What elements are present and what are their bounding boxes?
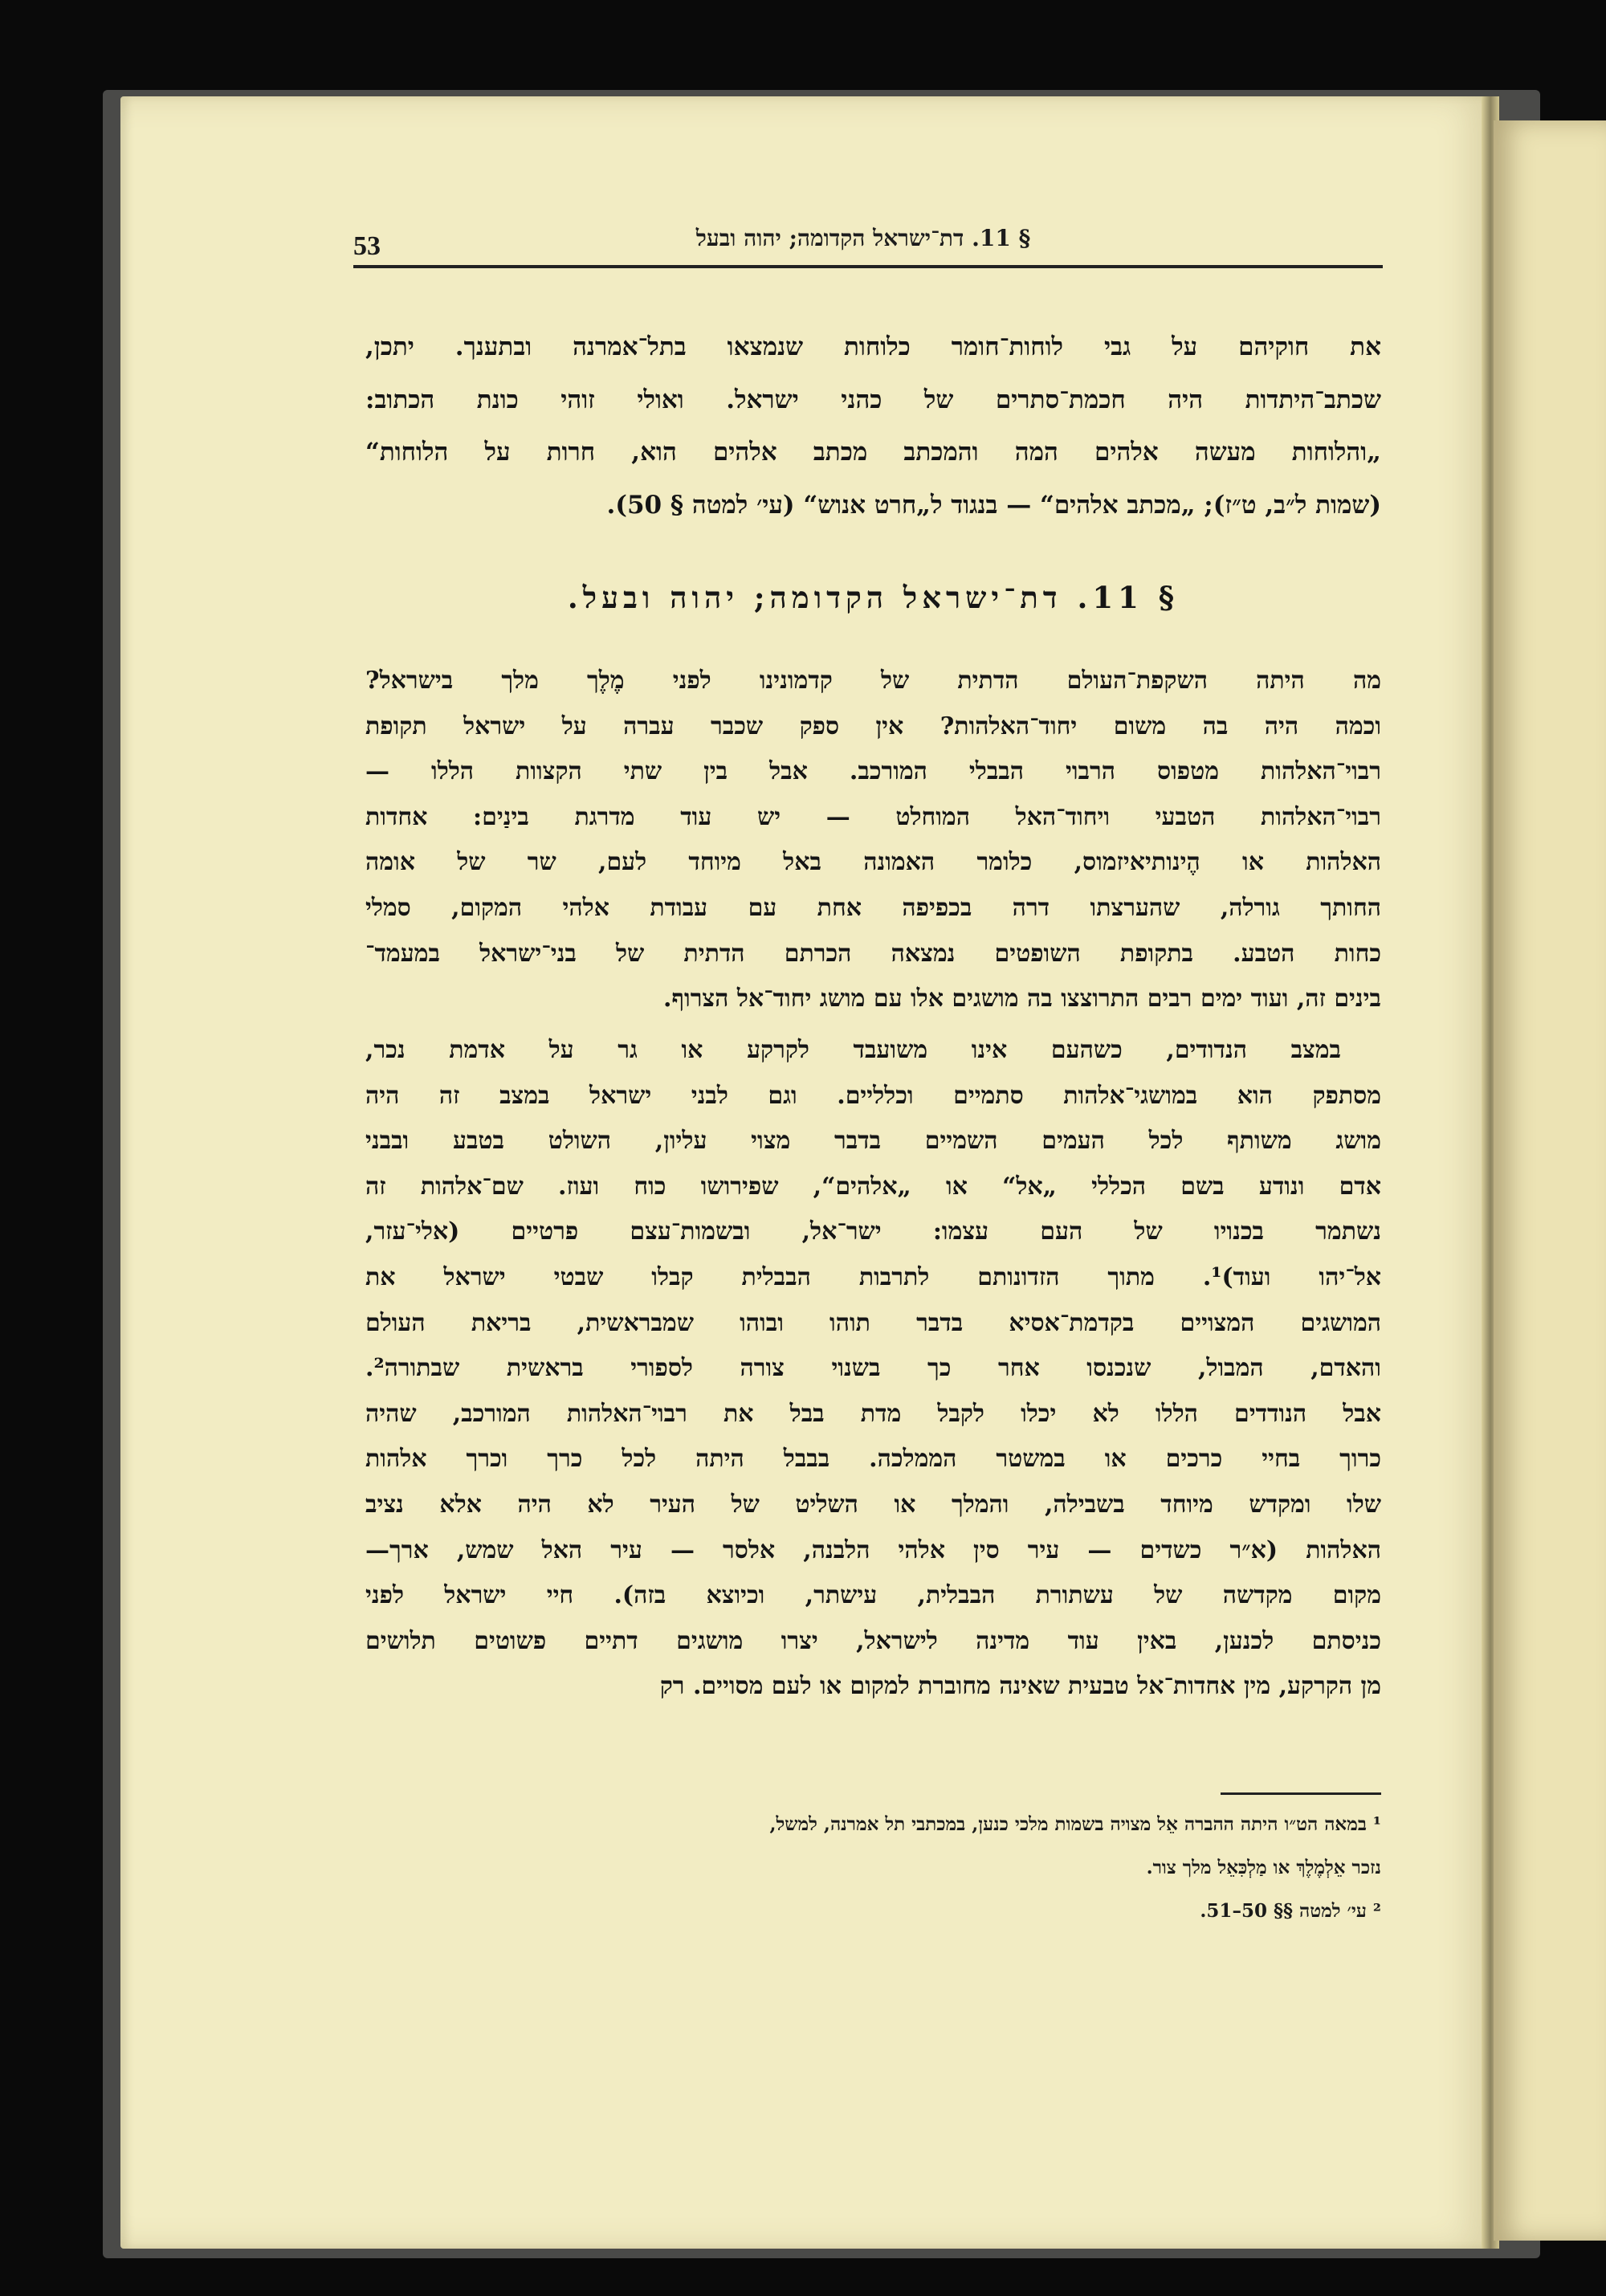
footnote: נזכר אֵלְמֶלֶךְ או מַלְכִּאֵל מלך צור.: [1146, 1857, 1381, 1878]
text-line: כחות הטבע. בתקופת השופטים נמצאה הכרתם הדתית של בני־ישראל במעמד־: [365, 939, 1381, 968]
text-line: מה היתה השקפת־העולם הדתית של קדמונינו לפני מֶלֶך מלך בישראל?: [365, 667, 1381, 695]
text-line: האלהות או הֶינותיאיזמוס, כלומר האמונה באל מיוחד לעם, שר של אומה: [365, 848, 1381, 877]
footnote-rule: [1221, 1792, 1381, 1795]
page-number: 53: [353, 231, 381, 261]
main-paragraph: [365, 659, 1381, 1022]
facing-page-edge: [1494, 120, 1606, 2241]
footnote: ¹ במאה הט״ו היתה ההברה אֵל מצויה בשמות מלכי כנען, במכתבי תל אמרנה, למשל,: [769, 1813, 1381, 1835]
text-line: רבוי־האלהות מטפוס הרבוי הבבלי המורכב. אבל בין שתי הקצוות הללו —: [365, 757, 1381, 786]
text-line: האלהות (א״ר כשדים — עיר סין אלהי הלבנה, אלסר — עיר האל שמש, ארך—: [365, 1535, 1381, 1564]
text-line: את חוקיהם על גבי לוחות־חומר כלוחות שנמצאו בתל־אמרנה ובתענך. יתכן,: [365, 332, 1381, 361]
text-line: רבוי־האלהות הטבעי ויחוד־האל המוחלט — יש עוד מדרגת בינַים: אחדות: [365, 802, 1381, 831]
text-line: אדם ונודע בשם הכללי „אל“ או „אלהים“, שפירושו כוח ועוז. שם־אלהות זה: [365, 1172, 1381, 1201]
text-line: כרוך בחיי כרכים או במשטר הממלכה. בבבל היתה לכל כרך וכרך אלהות: [365, 1445, 1381, 1474]
text-line: (שמות ל״ב, ט״ז); „מכתב אלהים“ — בנגוד ל„חרט אנוש“ (עי׳ למטה § 50).: [606, 490, 1381, 520]
text-line: שלו ומקדש מיוחד בשבילה, והמלך או השליט של העיר לא היה אלא נציב: [365, 1490, 1381, 1519]
text-line: במצב הנדודים, כשהעם אינו משועבד לקרקע או גר על אדמת נכר,: [365, 1036, 1341, 1064]
text-line: אל־יהו ועוד)¹. מתוך הזדונותם לתרבות הבבלית קבלו שבטי ישראל את: [365, 1262, 1381, 1291]
text-line: וכמה היה בה משום יחוד־האלהות? אין ספק שכבר עברה על ישראל תקופת: [365, 712, 1381, 740]
footnote: ² עי׳ למטה §§ 50–51.: [1200, 1900, 1381, 1922]
text-line: והאדם, המבול, שנכנסו אחר כך בשנוי צורה לספורי בראשית שבתורה².: [365, 1354, 1381, 1383]
text-line: בינים זה, ועוד ימים רבים התרוצצו בה מושגים אלו עם מושג יחוד־אל הצרוף.: [663, 985, 1381, 1013]
text-line: אבל הנודדים הללו לא יכלו לקבל מדת בבל את רבוי־האלהות המורכב, שהיה: [365, 1399, 1381, 1428]
section-title: § 11. דת־ישראל הקדומה; יהוה ובעל.: [567, 580, 1180, 615]
footnotes: [365, 1803, 1381, 1933]
running-head: § 11. דת־ישראל הקדומה; יהוה ובעל: [695, 225, 1031, 251]
text-line: „והלוחות מעשה אלהים המה והמכתב מכתב אלהים הוא, חרות על הלוחות“: [365, 438, 1381, 467]
header-rule: [353, 265, 1383, 268]
text-line: מן הקרקע, מין אחדות־אל טבעית שאינה מחוברת למקום או לעם מסויים. רק: [659, 1672, 1381, 1701]
text-line: שכתב־היתדות היה חכמת־סתרים של כהני ישראל. ואולי זוהי כונת הכתוב:: [365, 385, 1381, 414]
text-line: כניסתם לכנען, באין עוד מדינה לישראל, יצרו מושגים דתיים פשוטים תלושים: [365, 1626, 1381, 1655]
text-line: מקום מקדשה של עשתורת הבבלית, עישתר, וכיוצא בזה). חיי ישראל לפני: [365, 1581, 1381, 1610]
intro-paragraph: [365, 321, 1381, 532]
text-line: המושגים המצויים בקדמת־אסיא בדבר תוהו ובוהו שמבראשית, בריאת העולם: [365, 1308, 1381, 1337]
second-paragraph: [365, 1028, 1381, 1710]
text-line: נשתמר בכנויו של העם עצמו: ישר־אל, ובשמות־עצם פרטיים (אלי־עזר,: [365, 1217, 1381, 1246]
text-line: החותך גורלה, שהערצתו דרה בכפיפה אחת עם עבודת אלהי המקום, סמלי: [365, 893, 1381, 922]
text-line: מסתפק הוא במושגי־אלהות סתמיים וכלליים. וגם לבני ישראל במצב זה היה: [365, 1081, 1381, 1110]
text-line: מושג משותף לכל העמים השמיים בדבר מצוי עליון, השולט בטבע ובבני: [365, 1127, 1381, 1156]
